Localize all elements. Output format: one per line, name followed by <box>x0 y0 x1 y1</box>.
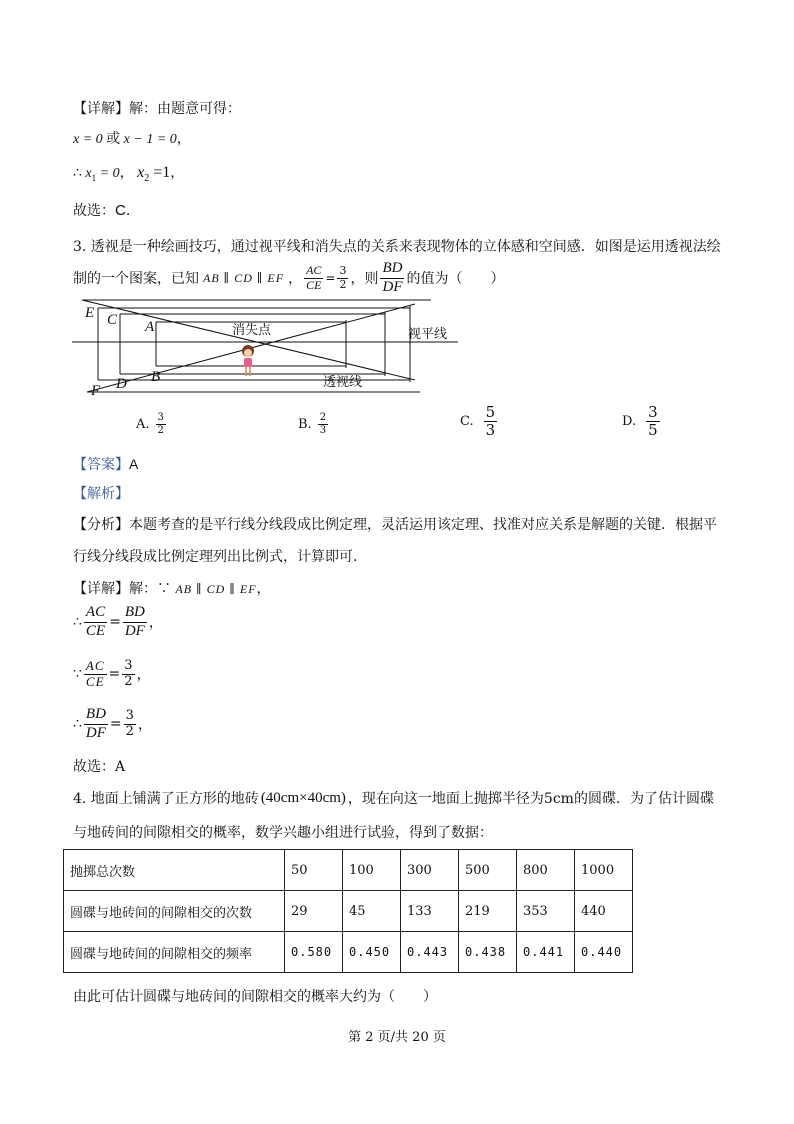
table-row <box>64 932 633 973</box>
table-cell: 100 <box>343 850 401 891</box>
because-sign: ∵ <box>73 666 82 682</box>
table-cell: 0.441 <box>517 932 575 973</box>
frac-num: BD <box>380 260 404 278</box>
frac-num: BD <box>123 604 147 622</box>
option-B[interactable] <box>298 412 330 436</box>
option-A[interactable] <box>136 412 168 436</box>
frac-num: AC <box>85 657 105 673</box>
q3-answer <box>73 454 138 474</box>
perspective-figure <box>70 296 460 400</box>
therefore-sign: ∴ <box>73 716 82 732</box>
q3-line2-a: 制的一个图案，已知 <box>73 271 199 287</box>
frac-num: AC <box>84 604 107 622</box>
frac-BD-DF <box>123 604 147 640</box>
q4-line1-a: 4. 地面上铺满了正方形的地砖 <box>73 791 259 807</box>
table-cell: 0.450 <box>343 932 401 973</box>
option-letter: D. <box>622 414 637 430</box>
q4-line1-b: ，现在向这一地面上抛掷半径为5cm的圆碟．为了估计圆碟 <box>347 791 714 807</box>
sep: ， <box>119 166 134 181</box>
table-row <box>64 850 633 891</box>
eq-x2: =1 <box>149 164 171 181</box>
answer-tail: . <box>125 203 131 219</box>
table-cell: 1000 <box>575 850 633 891</box>
table-cell: 45 <box>343 891 401 932</box>
option-C[interactable] <box>460 404 499 440</box>
answer-tag: 【答案】 <box>73 457 129 473</box>
frac-den: 2 <box>125 723 134 739</box>
eq: = <box>109 614 121 630</box>
analysis-head: 【分析】 <box>73 517 129 533</box>
var-x2: x <box>137 164 145 181</box>
label-D: D <box>116 376 127 392</box>
analysis-line-1 <box>73 514 717 534</box>
q3-line2-c: 的值为（ ） <box>406 271 505 287</box>
answer-label: 故选： <box>73 203 115 219</box>
label-F: F <box>91 383 101 399</box>
perspective-line-1 <box>82 300 415 380</box>
table-row <box>64 891 633 932</box>
table-cell-label: 抛掷总次数 <box>64 850 285 891</box>
option-letter: C. <box>460 414 474 430</box>
option-letter: A. <box>136 416 150 432</box>
q3-line2-b: ，则 <box>350 271 379 287</box>
table-cell: 29 <box>285 891 343 932</box>
eq-or: 或 <box>106 131 121 147</box>
vanishing-point-figure <box>242 345 254 376</box>
frac-den: 2 <box>339 277 347 291</box>
eq-tail: ， <box>176 132 191 147</box>
comma: ， <box>136 667 151 683</box>
frac-AC-CE <box>84 604 107 640</box>
label-vanishing-point: 消失点 <box>232 323 272 338</box>
frac-num: BD <box>84 706 108 724</box>
sub-2: 2 <box>144 172 150 184</box>
table-cell: 133 <box>401 891 459 932</box>
frac-num: 3 <box>157 412 164 423</box>
table-cell: 300 <box>401 850 459 891</box>
table-cell: 440 <box>575 891 633 932</box>
q3-sep: ， <box>288 271 303 287</box>
table-cell-label: 圆碟与地砖间的间隙相交的次数 <box>64 891 285 932</box>
eq-x1: = 0 <box>96 166 120 181</box>
equation-step-2 <box>73 162 184 184</box>
detail-tag: 【详解】 <box>73 101 129 117</box>
detail-line <box>73 98 241 118</box>
label-C: C <box>107 312 118 328</box>
comma: ， <box>148 615 163 631</box>
answer-line-1 <box>73 200 130 220</box>
frac-num: AC <box>306 262 322 277</box>
proportion-2 <box>73 652 151 696</box>
table-cell: 0.438 <box>459 932 517 973</box>
table-cell: 219 <box>459 891 517 932</box>
frac-den: 5 <box>648 421 658 440</box>
label-perspective-line: 透视线 <box>323 375 363 390</box>
comma: ， <box>137 717 152 733</box>
q3-detail-line <box>73 578 271 598</box>
option-frac <box>484 404 498 440</box>
frac-den: DF <box>85 724 106 741</box>
answer-value: A <box>129 456 139 472</box>
frac-den: 2 <box>124 673 133 689</box>
frac-den: 3 <box>319 424 327 436</box>
table-cell-label: 圆碟与地砖间的间隙相交的频率 <box>64 932 285 973</box>
q3-frac-ask <box>380 260 404 296</box>
frac-value <box>124 709 136 740</box>
option-frac <box>646 404 660 440</box>
detail-tag: 【详解】 <box>73 581 129 597</box>
answer-choice: C <box>115 202 126 219</box>
q3-parallel: AB ∥ CD ∥ EF <box>203 270 285 285</box>
frac-den: CE <box>85 622 106 639</box>
q3-frac-given <box>304 264 323 293</box>
because-sign: ∵ <box>157 581 171 597</box>
frac-num: 3 <box>124 657 133 673</box>
frac-den: CE <box>306 277 322 292</box>
comma: ， <box>256 581 271 597</box>
frac-num: 5 <box>485 403 496 421</box>
table-cell: 0.440 <box>575 932 633 973</box>
q4-line-2: 与地砖间的间隙相交的概率，数学兴趣小组进行试验，得到了数据： <box>73 825 493 841</box>
proportion-1 <box>73 600 163 644</box>
detail-text: 解： <box>129 581 157 597</box>
q4-tile-size: (40cm×40cm) <box>260 789 346 806</box>
detail-text: 解：由题意可得： <box>129 101 241 117</box>
frac-num: 2 <box>319 412 327 423</box>
option-frac <box>318 412 328 436</box>
option-frac <box>156 412 166 436</box>
frac-num: 3 <box>125 707 134 723</box>
q3-line-2 <box>73 258 504 298</box>
frac-den: CE <box>85 673 105 689</box>
q3-eq: = <box>325 271 336 285</box>
table-cell: 0.443 <box>401 932 459 973</box>
q4-question: 由此可估计圆碟与地砖间的间隙相交的概率大约为（ ） <box>73 989 437 1005</box>
label-B: B <box>151 369 161 385</box>
frac-den: DF <box>382 278 403 295</box>
page-footer: 第 2 页/共 20 页 <box>348 1030 446 1045</box>
label-A: A <box>145 319 155 335</box>
detail-parallel: AB ∥ CD ∥ EF <box>175 582 257 596</box>
frac-den: DF <box>124 622 145 639</box>
table-cell: 800 <box>517 850 575 891</box>
data-table <box>63 849 633 973</box>
equation-step-1 <box>73 128 191 148</box>
var-x1: x <box>85 166 92 181</box>
frac-num: 3 <box>648 403 658 421</box>
option-D[interactable] <box>622 404 662 440</box>
table-cell: 353 <box>517 891 575 932</box>
table-cell: 0.580 <box>285 932 343 973</box>
tail: ， <box>170 166 185 181</box>
therefore-sign: ∴ <box>73 614 82 630</box>
analysis-line-2: 行线分线段成比例定理列出比例式，计算即可. <box>73 549 358 565</box>
option-letter: B. <box>298 416 312 432</box>
table-cell: 500 <box>459 850 517 891</box>
therefore-sign: ∴ <box>73 166 82 181</box>
analysis-tag: 【解析】 <box>73 486 129 502</box>
q3-line-1: 3. 透视是一种绘画技巧，通过视平线和消失点的关系来表现物体的立体感和空间感．如图是运用透视法绘 <box>73 239 721 255</box>
frac-num: 3 <box>339 263 347 277</box>
eq: = <box>109 716 122 732</box>
analysis-text-1: 本题考查的是平行线分线段成比例定理，灵活运用该定理、找准对应关系是解题的关键．根据平 <box>129 517 717 533</box>
q4-line-1 <box>73 788 714 808</box>
q3-final-answer: 故选：A <box>73 759 126 775</box>
frac-den: 3 <box>485 421 496 440</box>
proportion-3 <box>73 702 152 746</box>
sub-1: 1 <box>91 172 97 183</box>
table-cell: 50 <box>285 850 343 891</box>
frac-value <box>122 659 134 690</box>
label-E: E <box>85 305 95 321</box>
eq-a: x = 0 <box>73 132 103 147</box>
eq: = <box>108 666 121 682</box>
frac-AC-CE <box>84 659 107 690</box>
frac-den: 2 <box>157 424 164 436</box>
frac-BD-DF <box>84 706 108 742</box>
label-horizon-line: 视平线 <box>408 327 448 342</box>
eq-b: x − 1 = 0 <box>123 132 177 147</box>
q3-frac-value <box>337 265 348 291</box>
